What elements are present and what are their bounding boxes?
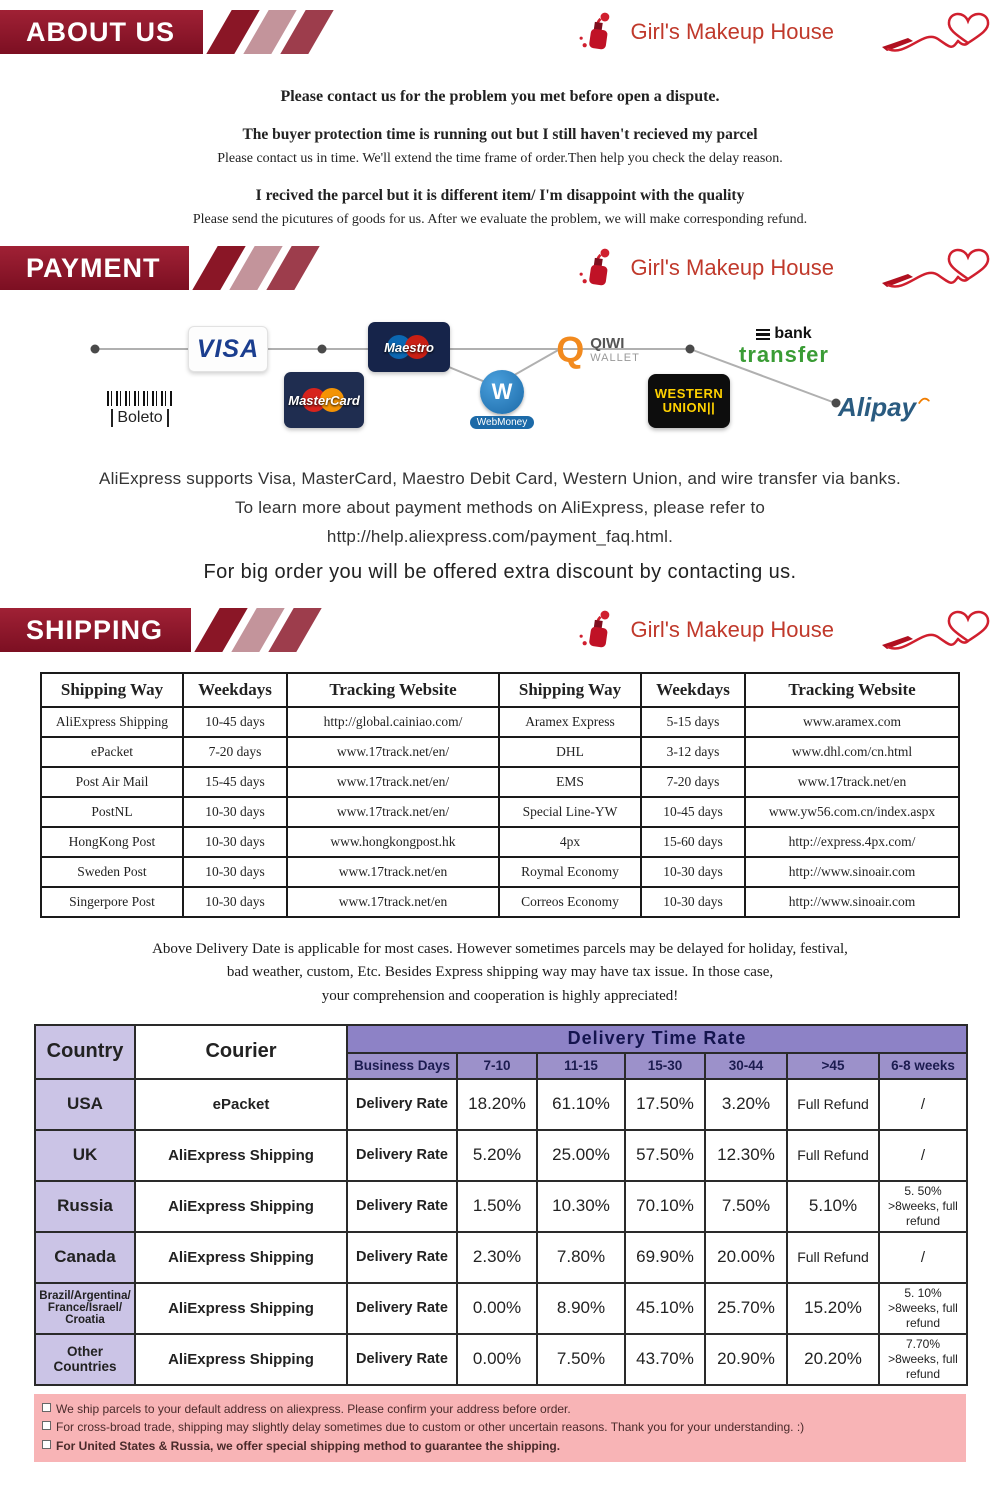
subheader: 7-10: [457, 1053, 537, 1079]
rate-cell: 2.30%: [457, 1232, 537, 1283]
about-section: [0, 88, 1000, 228]
payment-discount-line: For big order you will be offered extra discount by contacting us.: [203, 561, 797, 583]
rate-cell: Full Refund: [787, 1079, 879, 1130]
cell: www.aramex.com: [745, 707, 959, 737]
rate-label-cell: Delivery Rate: [347, 1232, 457, 1283]
alipay-swoosh-icon: [918, 393, 930, 407]
column-header: Weekdays: [641, 673, 745, 707]
checkbox-icon: [42, 1421, 51, 1430]
western-union-logo: [648, 374, 730, 428]
qiwi-label: QIWI: [590, 334, 625, 352]
rate-header: Delivery Time Rate: [347, 1025, 967, 1053]
subheader: >45: [787, 1053, 879, 1079]
rate-cell: 25.70%: [705, 1283, 787, 1334]
country-cell: UK: [35, 1130, 135, 1181]
rate-cell: 61.10%: [537, 1079, 625, 1130]
rate-cell: 7.80%: [537, 1232, 625, 1283]
cell: 15-45 days: [183, 767, 287, 797]
nail-polish-icon: [577, 608, 617, 652]
webmoney-label: WebMoney: [470, 416, 534, 429]
banner-stripes: [205, 246, 307, 290]
rate-label-cell: Delivery Rate: [347, 1130, 457, 1181]
table-row: [35, 1232, 967, 1283]
table-row: [41, 767, 959, 797]
country-header: Country: [35, 1025, 135, 1079]
payment-faq-url: http://help.aliexpress.com/payment_faq.html.: [326, 527, 674, 546]
webmoney-logo: [460, 368, 544, 430]
country-cell: Brazil/Argentina/ France/Israel/ Croatia: [35, 1283, 135, 1334]
column-header: Tracking Website: [287, 673, 499, 707]
banner-stripes: [219, 10, 321, 54]
rate-cell: 7.50%: [705, 1181, 787, 1232]
courier-cell: AliExpress Shipping: [135, 1181, 347, 1232]
bank-bars-icon: [756, 329, 770, 341]
cell: www.17track.net/en: [287, 887, 499, 917]
column-header: Shipping Way: [41, 673, 183, 707]
table-row: [35, 1079, 967, 1130]
banner-stripes: [207, 608, 309, 652]
rate-cell: /: [879, 1232, 967, 1283]
rate-cell: 17.50%: [625, 1079, 705, 1130]
rate-cell: 8.90%: [537, 1283, 625, 1334]
rate-label-cell: Delivery Rate: [347, 1181, 457, 1232]
table-row: [35, 1130, 967, 1181]
alipay-label: Alipay: [838, 391, 917, 422]
table-header-row: [41, 673, 959, 707]
rate-cell: /: [879, 1130, 967, 1181]
qiwi-logo: [550, 328, 646, 372]
footer-note-line: [42, 1400, 958, 1419]
rate-cell: 5.10%: [787, 1181, 879, 1232]
column-header: Shipping Way: [499, 673, 641, 707]
rate-cell: 10.30%: [537, 1181, 625, 1232]
shipping-title: SHIPPING: [0, 608, 191, 652]
cell: http://express.4px.com/: [745, 827, 959, 857]
footer-note-text: We ship parcels to your default address on aliexpress. Please confirm your address before order.: [56, 1401, 571, 1416]
checkbox-icon: [42, 1403, 51, 1412]
rate-cell: /: [879, 1079, 967, 1130]
cell: 10-30 days: [641, 857, 745, 887]
cell: www.17track.net/en/: [287, 767, 499, 797]
rate-label-cell: Delivery Rate: [347, 1079, 457, 1130]
bank-label: bank: [774, 325, 812, 343]
rate-cell: 20.20%: [787, 1334, 879, 1385]
rate-cell: 3.20%: [705, 1079, 787, 1130]
mastercard-label: MasterCard: [288, 392, 360, 408]
brand-lockup: [577, 605, 999, 655]
cell: PostNL: [41, 797, 183, 827]
country-cell: Other Countries: [35, 1334, 135, 1385]
rate-cell: 20.00%: [705, 1232, 787, 1283]
cell: 4px: [499, 827, 641, 857]
cell: 3-12 days: [641, 737, 745, 767]
alipay-logo: [838, 388, 930, 426]
courier-cell: AliExpress Shipping: [135, 1130, 347, 1181]
footer-note-line: [42, 1418, 958, 1437]
rate-cell: 0.00%: [457, 1283, 537, 1334]
boleto-logo: [98, 386, 182, 432]
footer-note-line: [42, 1437, 958, 1456]
cell: http://global.cainiao.com/: [287, 707, 499, 737]
about-banner: [0, 8, 1000, 56]
table-row: [35, 1283, 967, 1334]
cell: 10-30 days: [183, 887, 287, 917]
cell: 10-30 days: [641, 887, 745, 917]
maestro-logo: [368, 322, 450, 372]
qiwi-wallet-label: WALLET: [590, 352, 640, 365]
table-row: [41, 887, 959, 917]
rate-cell: Full Refund: [787, 1130, 879, 1181]
country-cell: USA: [35, 1079, 135, 1130]
payment-banner: [0, 244, 1000, 292]
rate-cell: 69.90%: [625, 1232, 705, 1283]
rate-cell: 5. 50% >8weeks, full refund: [879, 1181, 967, 1232]
note-line: your comprehension and cooperation is highly appreciated!: [321, 987, 679, 1004]
cell: DHL: [499, 737, 641, 767]
cell: 5-15 days: [641, 707, 745, 737]
note-line: Above Delivery Date is applicable for most cases. However sometimes parcels may be delayed for holiday, festival,: [152, 941, 848, 957]
cell: 10-45 days: [183, 707, 287, 737]
table-row: [41, 707, 959, 737]
rate-cell: 5.20%: [457, 1130, 537, 1181]
rate-cell: 12.30%: [705, 1130, 787, 1181]
cell: www.17track.net/en: [745, 767, 959, 797]
note-line: bad weather, custom, Etc. Besides Express shipping way may have tax issue. In those case,: [226, 964, 774, 981]
column-header: Tracking Website: [745, 673, 959, 707]
cell: Correos Economy: [499, 887, 641, 917]
about-answer: Please send the picutures of goods for us. After we evaluate the problem, we will make corresponding refund.: [192, 212, 808, 227]
visa-label: VISA: [196, 334, 260, 363]
table-row: [41, 737, 959, 767]
shipping-banner: [0, 606, 1000, 654]
transfer-label: transfer: [739, 341, 829, 367]
visa-logo: [188, 326, 268, 372]
payment-title: PAYMENT: [0, 246, 189, 290]
table-row: [41, 827, 959, 857]
brand-name: Girl's Makeup House: [630, 19, 834, 44]
courier-cell: ePacket: [135, 1079, 347, 1130]
cell: ePacket: [41, 737, 183, 767]
rate-cell: 1.50%: [457, 1181, 537, 1232]
table-row: [41, 857, 959, 887]
qiwi-q-icon: Q: [556, 329, 585, 370]
subheader: 15-30: [625, 1053, 705, 1079]
footer-note-text: For United States & Russia, we offer special shipping method to guarantee the shipping.: [56, 1438, 561, 1453]
brand-lockup: [577, 7, 999, 57]
delivery-time-rate-table: [34, 1024, 968, 1386]
boleto-label: Boleto: [111, 409, 168, 427]
rate-cell: 0.00%: [457, 1334, 537, 1385]
nail-polish-icon: [577, 246, 617, 290]
cell: 15-60 days: [641, 827, 745, 857]
table-row: [35, 1181, 967, 1232]
western-label: WESTERN: [654, 386, 724, 402]
cell: http://www.sinoair.com: [745, 857, 959, 887]
cell: www.17track.net/en/: [287, 797, 499, 827]
table-header-row: [35, 1025, 967, 1053]
cell: Post Air Mail: [41, 767, 183, 797]
cell: www.17track.net/en: [287, 857, 499, 887]
about-question: The buyer protection time is running out but I still haven't recieved my parcel: [242, 126, 758, 143]
bank-transfer-logo: [732, 320, 836, 372]
delivery-note: [0, 938, 1000, 1008]
checkbox-icon: [42, 1440, 51, 1449]
rate-label-cell: Delivery Rate: [347, 1334, 457, 1385]
cell: EMS: [499, 767, 641, 797]
payment-learn-more-line: To learn more about payment methods on AliExpress, please refer to: [234, 498, 766, 517]
cell: 10-45 days: [641, 797, 745, 827]
maestro-label: Maestro: [384, 339, 434, 355]
cell: 10-30 days: [183, 797, 287, 827]
table-row: [41, 797, 959, 827]
cell: Aramex Express: [499, 707, 641, 737]
heart-scribble-icon: [880, 7, 998, 57]
cell: Special Line-YW: [499, 797, 641, 827]
cell: www.17track.net/en/: [287, 737, 499, 767]
cell: www.yw56.com.cn/index.aspx: [745, 797, 959, 827]
table-row: [35, 1334, 967, 1385]
shipping-footer-notes: [34, 1394, 966, 1462]
courier-cell: AliExpress Shipping: [135, 1283, 347, 1334]
cell: http://www.sinoair.com: [745, 887, 959, 917]
rate-cell: 7.70% >8weeks, full refund: [879, 1334, 967, 1385]
cell: www.hongkongpost.hk: [287, 827, 499, 857]
subheader: Business Days: [347, 1053, 457, 1079]
cell: 10-30 days: [183, 857, 287, 887]
rate-cell: 5. 10% >8weeks, full refund: [879, 1283, 967, 1334]
cell: 10-30 days: [183, 827, 287, 857]
cell: www.dhl.com/cn.html: [745, 737, 959, 767]
cell: HongKong Post: [41, 827, 183, 857]
payment-methods-diagram: [0, 308, 1000, 460]
rate-cell: 20.90%: [705, 1334, 787, 1385]
cell: Singerpore Post: [41, 887, 183, 917]
rate-cell: 15.20%: [787, 1283, 879, 1334]
heart-scribble-icon: [880, 243, 998, 293]
brand-name: Girl's Makeup House: [630, 255, 834, 280]
subheader: 11-15: [537, 1053, 625, 1079]
cell: 7-20 days: [183, 737, 287, 767]
payment-support-line: AliExpress supports Visa, MasterCard, Maestro Debit Card, Western Union, and wire transfer via banks.: [99, 469, 901, 488]
about-answer: Please contact us in time. We'll extend the time frame of order.Then help you check the delay reason.: [217, 151, 783, 166]
rate-cell: 25.00%: [537, 1130, 625, 1181]
column-header: Weekdays: [183, 673, 287, 707]
cell: AliExpress Shipping: [41, 707, 183, 737]
cell: 7-20 days: [641, 767, 745, 797]
rate-cell: 70.10%: [625, 1181, 705, 1232]
rate-cell: 43.70%: [625, 1334, 705, 1385]
about-intro: Please contact us for the problem you met before open a dispute.: [280, 88, 720, 105]
brand-name: Girl's Makeup House: [630, 617, 834, 642]
country-cell: Canada: [35, 1232, 135, 1283]
country-cell: Russia: [35, 1181, 135, 1232]
rate-cell: 18.20%: [457, 1079, 537, 1130]
courier-cell: AliExpress Shipping: [135, 1334, 347, 1385]
about-title: ABOUT US: [0, 10, 203, 54]
rate-cell: Full Refund: [787, 1232, 879, 1283]
rate-cell: 7.50%: [537, 1334, 625, 1385]
rate-cell: 57.50%: [625, 1130, 705, 1181]
union-label: UNION||: [662, 400, 716, 415]
heart-scribble-icon: [880, 605, 998, 655]
subheader: 30-44: [705, 1053, 787, 1079]
rate-label-cell: Delivery Rate: [347, 1283, 457, 1334]
cell: Roymal Economy: [499, 857, 641, 887]
courier-cell: AliExpress Shipping: [135, 1232, 347, 1283]
webmoney-w-icon: W: [480, 370, 524, 414]
shipping-ways-table: [40, 672, 960, 918]
cell: Sweden Post: [41, 857, 183, 887]
rate-cell: 45.10%: [625, 1283, 705, 1334]
courier-header: Courier: [135, 1025, 347, 1079]
subheader: 6-8 weeks: [879, 1053, 967, 1079]
barcode-icon: [107, 391, 173, 406]
nail-polish-icon: [577, 10, 617, 54]
mastercard-logo: [284, 372, 364, 428]
about-question: I recived the parcel but it is different item/ I'm disappoint with the quality: [255, 187, 745, 204]
footer-note-text: For cross-broad trade, shipping may slightly delay sometimes due to custom or other uncertain reasons. Thank you for your understanding. :): [56, 1420, 805, 1435]
brand-lockup: [577, 243, 999, 293]
